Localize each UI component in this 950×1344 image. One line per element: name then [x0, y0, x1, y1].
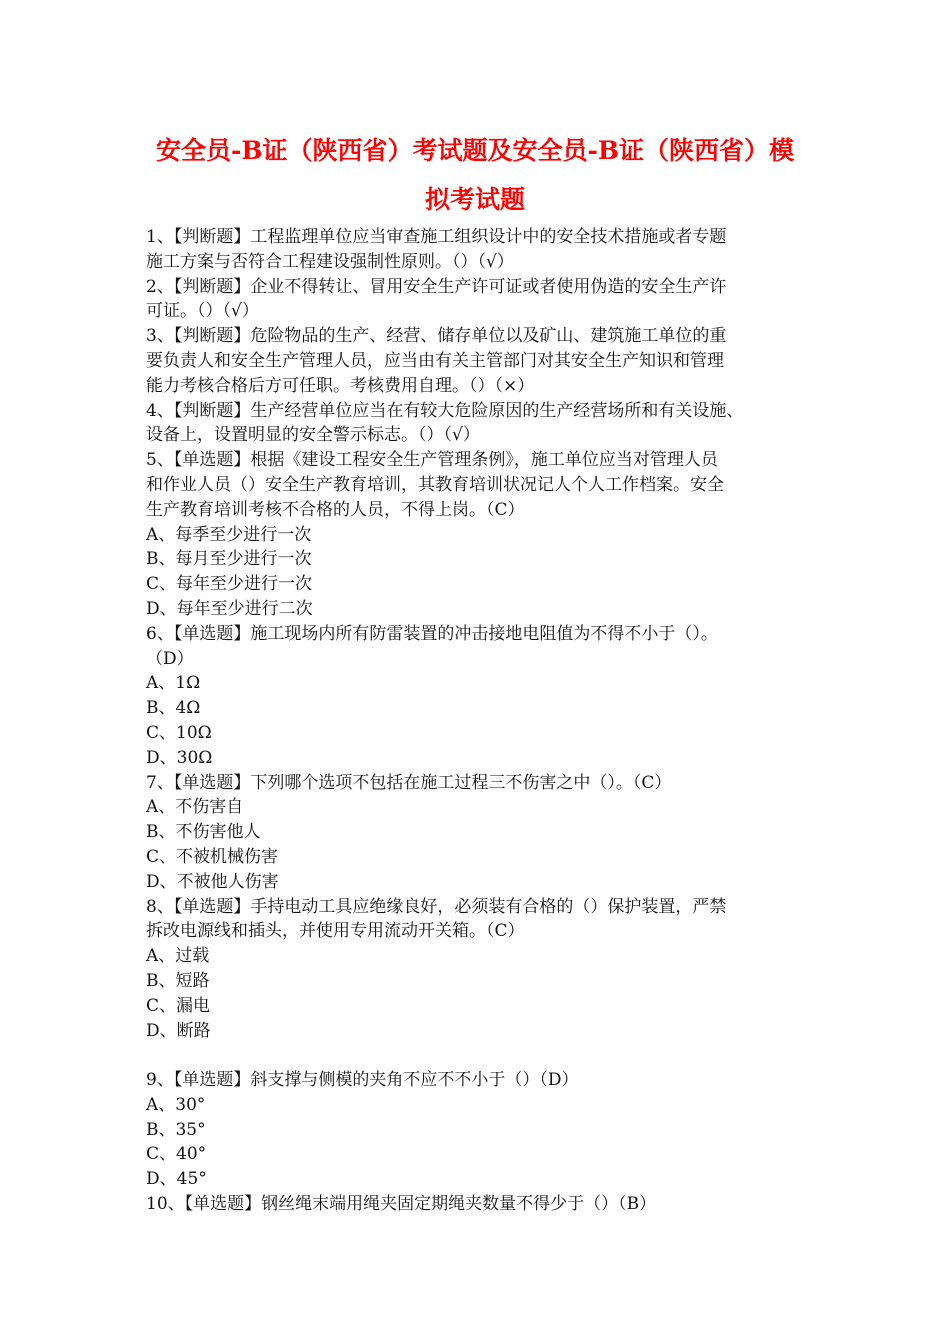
answer-option: A、过载: [146, 946, 210, 967]
question-9: [146, 1068, 826, 1192]
question-text: 7、【单选题】下列哪个选项不包括在施工过程三不伤害之中（）。（C）: [146, 772, 672, 793]
question-text: 6、【单选题】施工现场内所有防雷装置的冲击接地电阻值为不得不小于（）。: [146, 623, 718, 644]
answer-option: B、35°: [146, 1119, 206, 1140]
question-1: [146, 225, 826, 275]
question-text: 10、【单选题】钢丝绳末端用绳夹固定期绳夹数量不得少于（）（B）: [146, 1194, 657, 1215]
question-text: 1、【判断题】工程监理单位应当审查施工组织设计中的安全技术措施或者专题: [146, 227, 727, 247]
question-text: 3、【判断题】危险物品的生产、经营、储存单位以及矿山、建筑施工单位的重: [146, 326, 727, 347]
question-4: [146, 399, 826, 449]
answer-option: C、10Ω: [146, 722, 212, 743]
question-text: 能力考核合格后方可任职。考核费用自理。（）（×）: [146, 375, 535, 396]
answer-option: A、不伤害自: [146, 797, 244, 818]
question-8: [146, 895, 826, 1044]
answer-option: D、每年至少进行二次: [146, 598, 313, 619]
answer-option: C、40°: [146, 1144, 207, 1165]
answer-option: C、漏电: [146, 995, 211, 1016]
question-text: 拆改电源线和插头，并使用专用流动开关箱。（C）: [146, 921, 525, 942]
question-text: 要负责人和安全生产管理人员，应当由有关主管部门对其安全生产知识和管理: [146, 350, 724, 371]
question-3: [146, 324, 826, 398]
question-5: [146, 448, 826, 622]
question-text: 可证。（）（√）: [146, 301, 259, 322]
question-7: [146, 771, 826, 895]
answer-option: A、每季至少进行一次: [146, 524, 312, 545]
answer-option: D、45°: [146, 1169, 207, 1190]
question-2: [146, 275, 826, 325]
answer-option: B、每月至少进行一次: [146, 549, 312, 570]
question-text: 生产教育培训考核不合格的人员，不得上岗。（C）: [146, 499, 525, 520]
question-text: 和作业人员（）安全生产教育培训，其教育培训状况记人个人工作档案。安全: [146, 474, 724, 495]
question-text: 5、【单选题】根据《建设工程安全生产管理条例》，施工单位应当对管理人员: [146, 450, 718, 471]
question-6: [146, 622, 826, 771]
question-text: （D）: [146, 648, 194, 669]
answer-option: D、不被他人伤害: [146, 871, 279, 892]
answer-option: B、短路: [146, 970, 210, 991]
question-text: 2、【判断题】企业不得转让、冒用安全生产许可证或者使用伪造的安全生产许: [146, 276, 727, 297]
answer-option: B、不伤害他人: [146, 822, 261, 843]
answer-option: C、不被机械伤害: [146, 846, 279, 867]
answer-option: D、断路: [146, 1020, 211, 1041]
question-10: [146, 1192, 826, 1217]
answer-option: B、4Ω: [146, 698, 201, 719]
question-list: [146, 225, 826, 1217]
answer-option: A、30°: [146, 1094, 206, 1115]
question-text: 设备上，设置明显的安全警示标志。（）（√）: [146, 425, 480, 446]
blank-line: [146, 1043, 826, 1068]
answer-option: D、30Ω: [146, 747, 213, 768]
question-text: 4、【判断题】生产经营单位应当在有较大危险原因的生产经营场所和有关设施、: [146, 400, 744, 421]
question-text: 8、【单选题】手持电动工具应绝缘良好，必须装有合格的（）保护装置，严禁: [146, 896, 727, 917]
answer-option: C、每年至少进行一次: [146, 574, 313, 595]
page-title-line-1: 安全员-B证（陕西省）考试题及安全员-B证（陕西省）模: [155, 136, 794, 165]
answer-option: A、1Ω: [146, 673, 201, 694]
question-text: 9、【单选题】斜支撑与侧模的夹角不应不不小于（）（D）: [146, 1070, 579, 1091]
question-text: 施工方案与否符合工程建设强制性原则。（）（√）: [146, 251, 514, 272]
page-title-line-2: 拟考试题: [424, 185, 525, 214]
